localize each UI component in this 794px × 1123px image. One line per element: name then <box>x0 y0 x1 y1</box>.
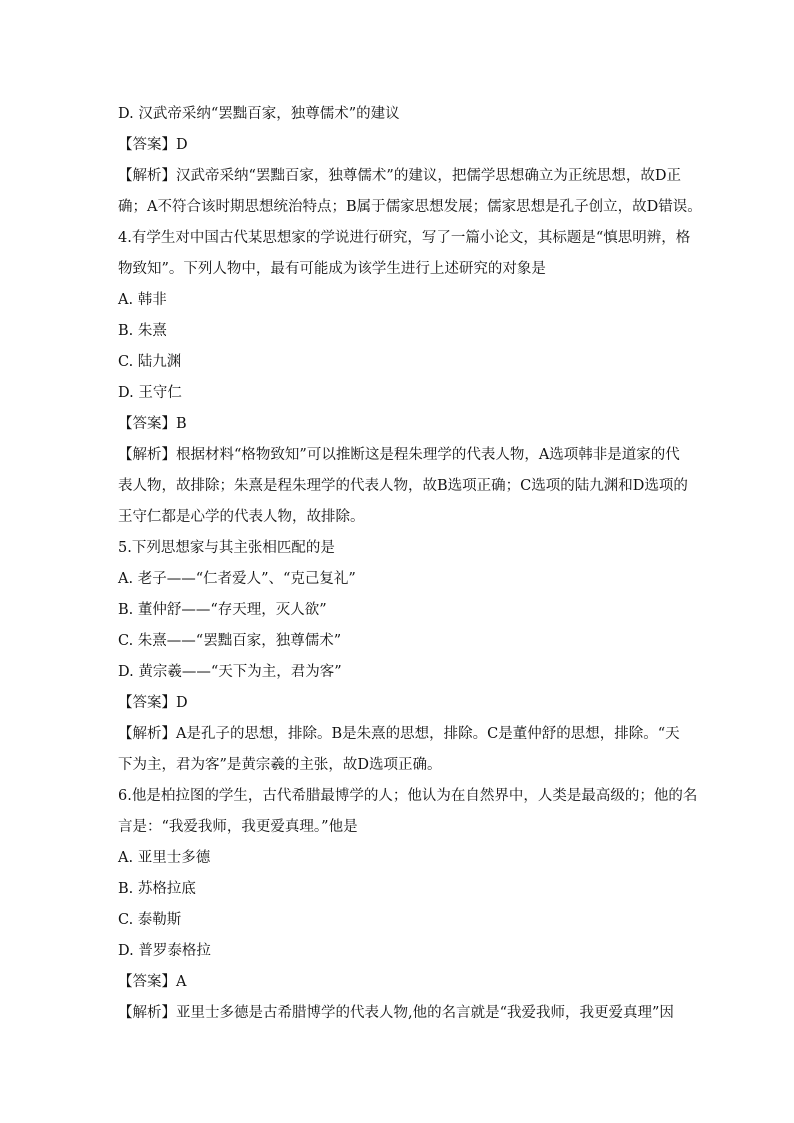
question-5-option-a: A. 老子——“仁者爱人”、“克己复礼” <box>118 571 356 587</box>
question-5-analysis-line-1: 【解析】A是孔子的思想，排除。B是朱熹的思想，排除。C是董仲舒的思想，排除。“天 <box>118 726 680 742</box>
question-6-option-b: B. 苏格拉底 <box>118 881 196 897</box>
question-6-option-d: D. 普罗泰格拉 <box>118 943 211 959</box>
question-6-answer: 【答案】A <box>118 974 187 990</box>
question-6-stem-line-1: 6.他是柏拉图的学生，古代希腊最博学的人；他认为在自然界中，人类是最高级的；他的名 <box>118 788 698 804</box>
question-4-option-c: C. 陆九渊 <box>118 354 182 370</box>
question-6-option-c: C. 泰勒斯 <box>118 912 182 928</box>
question-5-answer: 【答案】D <box>118 695 188 711</box>
question-4-stem-line-1: 4.有学生对中国古代某思想家的学说进行研究，写了一篇小论文，其标题是“慎思明辨，格 <box>118 230 691 246</box>
question-5-option-b: B. 董仲舒——“存天理，灭人欲” <box>118 602 327 618</box>
question-4-option-d: D. 王守仁 <box>118 385 182 401</box>
question-5-analysis-line-2: 下为主，君为客”是黄宗羲的主张，故D选项正确。 <box>118 757 442 773</box>
question-5-stem: 5.下列思想家与其主张相匹配的是 <box>118 540 335 556</box>
document-body <box>118 99 702 1029</box>
question-4-analysis-line-3: 王守仁都是心学的代表人物，故排除。 <box>118 509 365 525</box>
question-6-stem-line-2: 言是：“我爱我师，我更爱真理。”他是 <box>118 819 358 835</box>
question-4-option-a: A. 韩非 <box>118 292 167 308</box>
question-3-answer: 【答案】D <box>118 137 188 153</box>
question-4-answer: 【答案】B <box>118 416 187 432</box>
question-6-option-a: A. 亚里士多德 <box>118 850 211 866</box>
question-4-analysis-line-2: 表人物，故排除；朱熹是程朱理学的代表人物，故B选项正确；C选项的陆九渊和D选项的 <box>118 478 688 494</box>
question-5-option-d: D. 黄宗羲——“天下为主，君为客” <box>118 664 342 680</box>
question-3-analysis-line-2: 确；A不符合该时期思想统治特点；B属于儒家思想发展；儒家思想是孔子创立，故D错误。 <box>118 199 702 215</box>
question-5-option-c: C. 朱熹——“罢黜百家，独尊儒术” <box>118 633 342 649</box>
question-4-stem-line-2: 物致知”。下列人物中，最有可能成为该学生进行上述研究的对象是 <box>118 261 546 277</box>
question-4-option-b: B. 朱熹 <box>118 323 167 339</box>
question-4-analysis-line-1: 【解析】根据材料“格物致知”可以推断这是程朱理学的代表人物，A选项韩非是道家的代 <box>118 447 680 463</box>
question-3-analysis-line-1: 【解析】汉武帝采纳“罢黜百家，独尊儒术”的建议，把儒学思想确立为正统思想，故D正 <box>118 168 681 184</box>
question-6-analysis-line-1: 【解析】亚里士多德是古希腊博学的代表人物,他的名言就是“我爱我师，我更爱真理”因 <box>118 1005 674 1021</box>
question-3-option-d: D. 汉武帝采纳“罢黜百家，独尊儒术”的建议 <box>118 106 400 122</box>
